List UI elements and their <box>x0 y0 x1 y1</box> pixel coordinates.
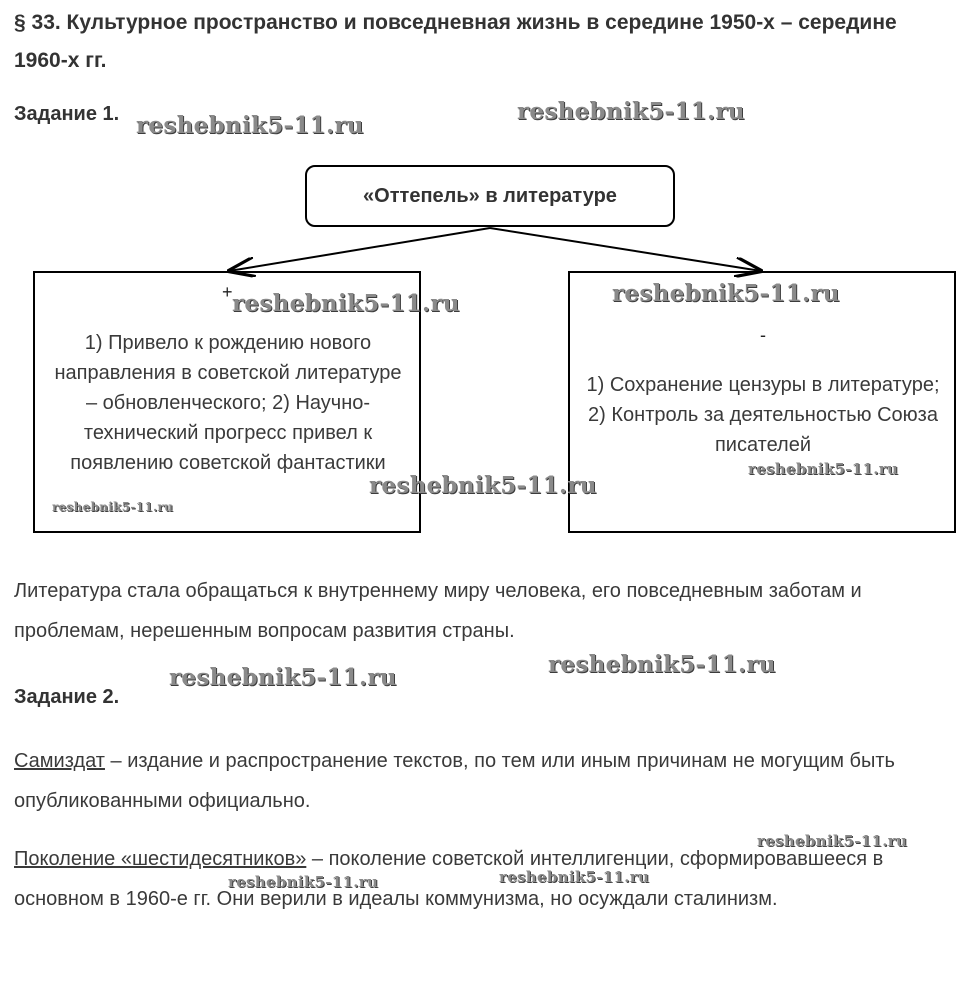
term-shestidesyatniki: Поколение «шестидесятников» <box>14 848 307 870</box>
plus-sign: + <box>222 282 233 302</box>
watermark: reshebnik5-11.ru <box>52 500 174 514</box>
term-samizdat: Самиздат <box>14 750 105 772</box>
task-2-title: Задание 2. <box>14 686 120 708</box>
definition-samizdat <box>14 741 954 821</box>
arrow-right <box>490 228 761 271</box>
definition-shestidesyatniki-text: – поколение советской интеллигенции, сформировавшееся в основном в 1960-е гг. Они верили в идеалы коммунизма, но осуждали сталинизм. <box>14 848 884 910</box>
watermark: reshebnik5-11.ru <box>232 290 460 317</box>
negative-effects-text: 1) Сохранение цензуры в литературе; 2) Контроль за деятельностью Союза писателей <box>586 374 940 456</box>
definition-shestidesyatniki <box>14 839 954 919</box>
watermark: reshebnik5-11.ru <box>499 868 650 886</box>
watermark: reshebnik5-11.ru <box>136 112 364 139</box>
watermark: reshebnik5-11.ru <box>517 98 745 125</box>
arrow-left <box>229 228 490 271</box>
watermark: reshebnik5-11.ru <box>369 472 597 499</box>
thaw-literature-label: «Оттепель» в литературе <box>363 184 617 207</box>
watermark: reshebnik5-11.ru <box>612 280 840 307</box>
watermark: reshebnik5-11.ru <box>548 651 776 678</box>
task-1-conclusion: Литература стала обращаться к внутреннему миру человека, его повседневным заботам и проблемам, нерешенным вопросам развития страны. <box>14 580 862 642</box>
watermark: reshebnik5-11.ru <box>757 832 908 850</box>
page-title: § 33. Культурное пространство и повседневная жизнь в середине 1950-х – середине 1960-х гг. <box>14 11 897 72</box>
watermark: reshebnik5-11.ru <box>228 873 379 891</box>
positive-effects-text: 1) Привело к рождению нового направления в советской литературе – обновленческого; 2) Научно-технический прогресс привел к появлению советской фантастики <box>54 332 402 474</box>
definition-samizdat-text: – издание и распространение текстов, по тем или иным причинам не могущим быть опубликованными официально. <box>14 750 895 812</box>
watermark: reshebnik5-11.ru <box>169 664 397 691</box>
minus-sign: - <box>760 325 766 345</box>
task-1-title: Задание 1. <box>14 103 120 125</box>
watermark: reshebnik5-11.ru <box>748 460 899 478</box>
